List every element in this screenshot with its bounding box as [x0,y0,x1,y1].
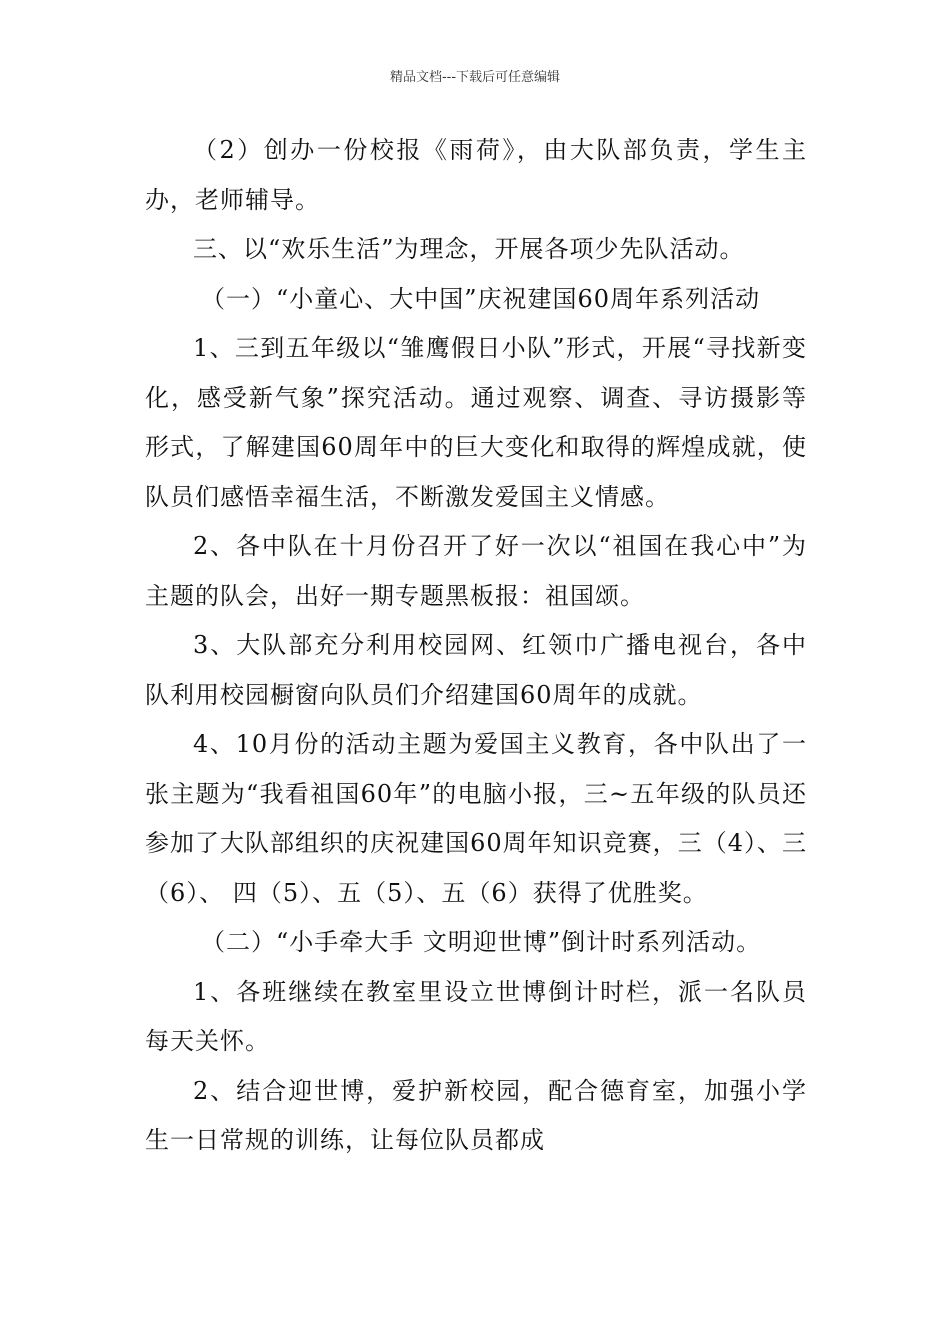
para-subsection-two: （二）“小手牵大手 文明迎世博”倒计时系列活动。 [201,928,762,956]
para-expo-item-1: 1、各班继续在教室里设立世博倒计时栏，派一名队员每天关怀。 [145,977,807,1055]
para-item-1: 1、三到五年级以“雏鹰假日小队”形式，开展“寻找新变化，感受新气象”探究活动。通过观察、调查、寻访摄影等形式，了解建国60周年中的巨大变化和取得的辉煌成就，使队员们感悟幸福生活，不断激发爱国主义情感。 [145,334,807,511]
para-item-4: 4、10月份的活动主题为爱国主义教育，各中队出了一张主题为“我看祖国60年”的电脑小报，三~五年级的队员还参加了大队部组织的庆祝建国60周年知识竞赛，三（4）、三（6）、 四（5）、五（5）、五（6）获得了优胜奖。 [145,730,807,907]
para-item-3: 3、大队部充分利用校园网、红领巾广播电视台，各中队利用校园橱窗向队员们介绍建国60周年的成就。 [145,631,807,709]
para-expo-item-2: 2、结合迎世博，爱护新校园，配合德育室，加强小学生一日常规的训练，让每位队员都成 [145,1076,807,1154]
para-school-newspaper: （2）创办一份校报《雨荷》，由大队部负责，学生主办，老师辅导。 [145,136,807,214]
para-section-three: 三、以“欢乐生活”为理念，开展各项少先队活动。 [193,235,745,263]
page-header: 精品文档---下载后可任意编辑 [389,70,561,85]
para-item-2: 2、各中队在十月份召开了好一次以“祖国在我心中”为主题的队会，出好一期专题黑板报：祖国颂。 [145,532,807,610]
para-subsection-one: （一）“小童心、大中国”庆祝建国60周年系列活动 [201,284,761,313]
document-body [145,126,807,1166]
